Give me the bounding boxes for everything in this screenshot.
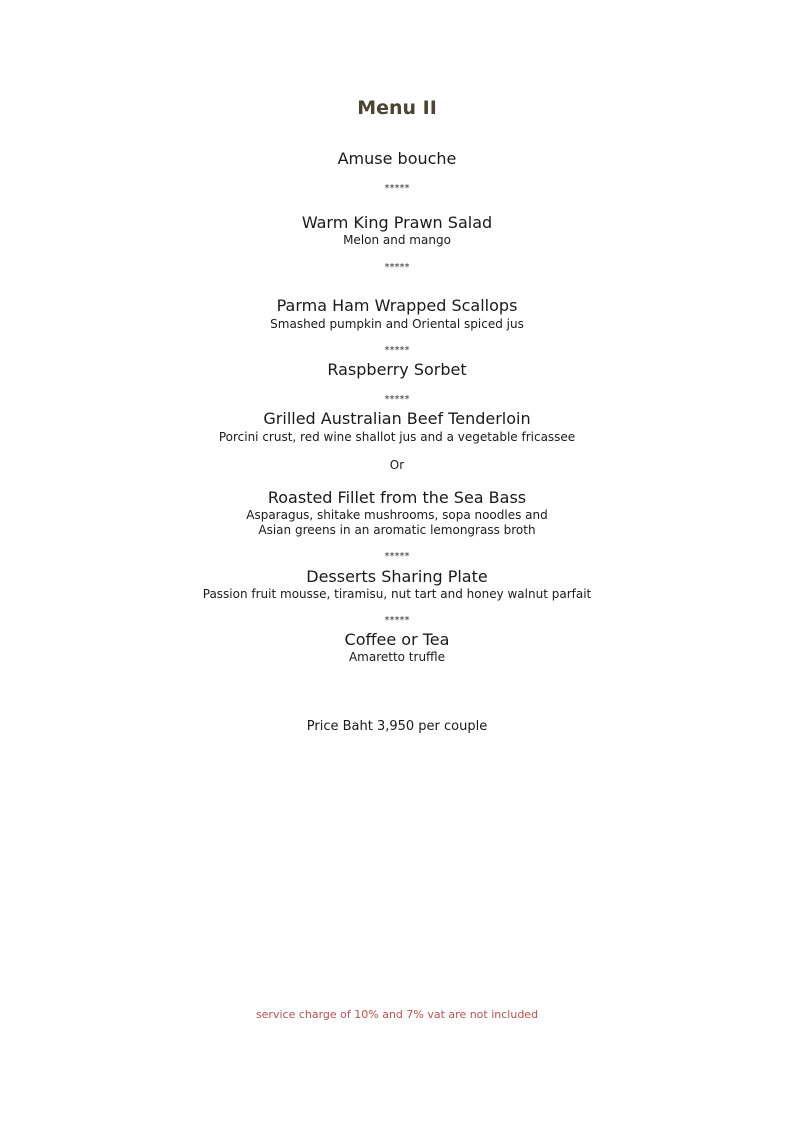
separator: *****	[384, 394, 410, 405]
amuse-bouche: Amuse bouche	[337, 149, 457, 168]
or-divider: Or	[389, 458, 405, 472]
course-name: Raspberry Sorbet	[327, 360, 467, 379]
course-description: Amaretto truffle	[348, 650, 446, 664]
course-description: Smashed pumpkin and Oriental spiced jus	[270, 317, 524, 331]
service-charge-note: service charge of 10% and 7% vat are not included	[255, 1008, 539, 1021]
course-name: Roasted Fillet from the Sea Bass	[267, 488, 527, 507]
course-name: Grilled Australian Beef Tenderloin	[263, 409, 531, 428]
course-description: Passion fruit mousse, tiramisu, nut tart and honey walnut parfait	[202, 587, 592, 601]
course-name: Parma Ham Wrapped Scallops	[276, 296, 518, 315]
course-name: Coffee or Tea	[344, 630, 450, 649]
course-description: Porcini crust, red wine shallot jus and a vegetable fricassee	[218, 430, 576, 444]
separator: *****	[384, 345, 410, 356]
price: Price Baht 3,950 per couple	[306, 719, 488, 734]
course-description: Asian greens in an aromatic lemongrass broth	[258, 523, 536, 537]
separator: *****	[384, 262, 410, 273]
course-name: Warm King Prawn Salad	[301, 213, 493, 232]
separator: *****	[384, 551, 410, 562]
course-name: Desserts Sharing Plate	[306, 567, 488, 586]
course-description: Asparagus, shitake mushrooms, sopa noodles and	[246, 508, 548, 522]
separator: *****	[384, 183, 410, 194]
page-title: Menu II	[357, 97, 437, 119]
separator: *****	[384, 615, 410, 626]
course-description: Melon and mango	[343, 233, 451, 247]
